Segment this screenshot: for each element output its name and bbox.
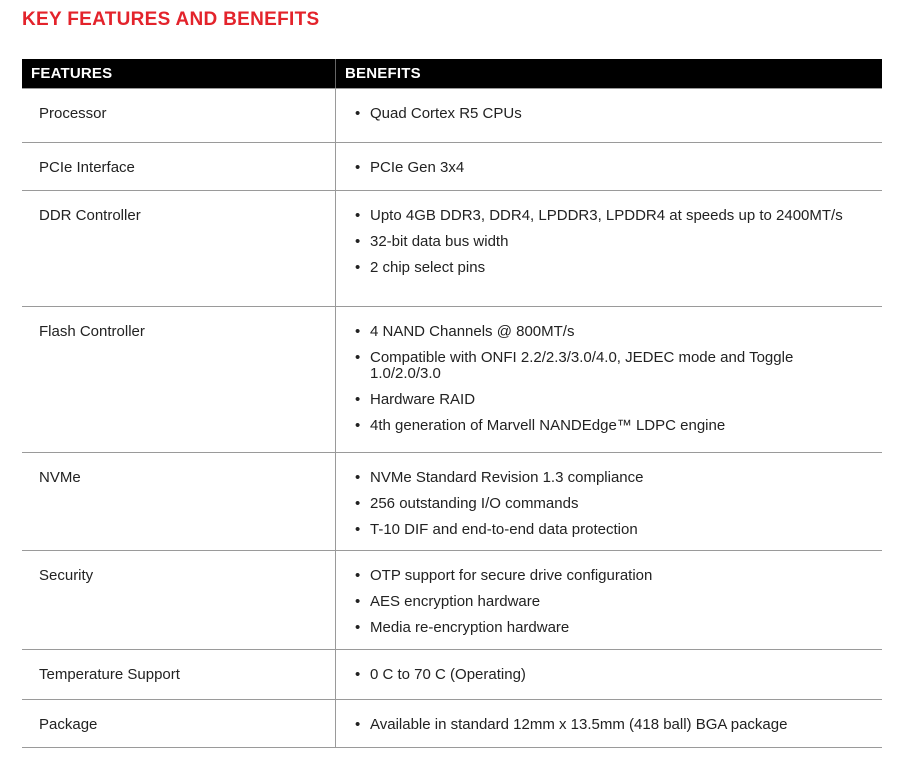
benefit-item: • 32-bit data bus width <box>355 234 882 250</box>
page-title: KEY FEATURES AND BENEFITS <box>22 9 320 30</box>
table-row <box>22 699 882 747</box>
table-row <box>22 452 882 550</box>
table-row <box>22 142 882 190</box>
feature-cell: PCIe Interface <box>22 143 336 190</box>
benefits-cell <box>336 700 882 747</box>
table-header <box>22 59 882 88</box>
benefit-item: • NVMe Standard Revision 1.3 compliance <box>355 470 882 486</box>
benefit-item: • Media re-encryption hardware <box>355 620 882 636</box>
table-row <box>22 649 882 699</box>
benefit-item: • 256 outstanding I/O commands <box>355 496 882 512</box>
benefit-list <box>355 470 882 538</box>
feature-cell: Security <box>22 551 336 649</box>
feature-cell: Temperature Support <box>22 650 336 699</box>
feature-cell: Package <box>22 700 336 747</box>
benefits-cell <box>336 453 882 550</box>
features-column-header: FEATURES <box>22 59 336 88</box>
benefits-cell <box>336 650 882 699</box>
feature-cell: Flash Controller <box>22 307 336 452</box>
benefit-item: • OTP support for secure drive configuration <box>355 568 882 584</box>
benefit-item: • T-10 DIF and end-to-end data protection <box>355 522 882 538</box>
features-benefits-table <box>22 59 882 748</box>
benefits-cell <box>336 89 882 142</box>
table-row <box>22 190 882 306</box>
benefit-item: • Upto 4GB DDR3, DDR4, LPDDR3, LPDDR4 at speeds up to 2400MT/s <box>355 208 882 224</box>
benefit-list <box>355 568 882 636</box>
benefit-item: • Compatible with ONFI 2.2/2.3/3.0/4.0, JEDEC mode and Toggle 1.0/2.0/3.0 <box>355 350 882 382</box>
benefit-item: • PCIe Gen 3x4 <box>355 160 882 176</box>
benefits-cell <box>336 191 882 306</box>
feature-cell: DDR Controller <box>22 191 336 306</box>
benefits-cell <box>336 307 882 452</box>
benefit-item: • 2 chip select pins <box>355 260 882 276</box>
benefit-item: • Hardware RAID <box>355 392 882 408</box>
benefit-list <box>355 324 882 434</box>
benefit-list <box>355 208 882 276</box>
benefit-item: • Available in standard 12mm x 13.5mm (418 ball) BGA package <box>355 717 882 733</box>
benefit-item: • 0 C to 70 C (Operating) <box>355 667 882 683</box>
benefit-list <box>355 717 882 733</box>
benefits-cell <box>336 551 882 649</box>
benefit-item: • AES encryption hardware <box>355 594 882 610</box>
table-row <box>22 88 882 142</box>
benefit-list <box>355 667 882 683</box>
feature-cell: Processor <box>22 89 336 142</box>
table-row <box>22 550 882 649</box>
benefit-item: • 4th generation of Marvell NANDEdge™ LDPC engine <box>355 418 882 434</box>
benefit-list <box>355 160 882 176</box>
benefit-item: • Quad Cortex R5 CPUs <box>355 106 882 122</box>
benefit-item: • 4 NAND Channels @ 800MT/s <box>355 324 882 340</box>
benefit-list <box>355 106 882 122</box>
table-row <box>22 306 882 452</box>
feature-cell: NVMe <box>22 453 336 550</box>
benefits-cell <box>336 143 882 190</box>
benefits-column-header: BENEFITS <box>345 65 421 82</box>
